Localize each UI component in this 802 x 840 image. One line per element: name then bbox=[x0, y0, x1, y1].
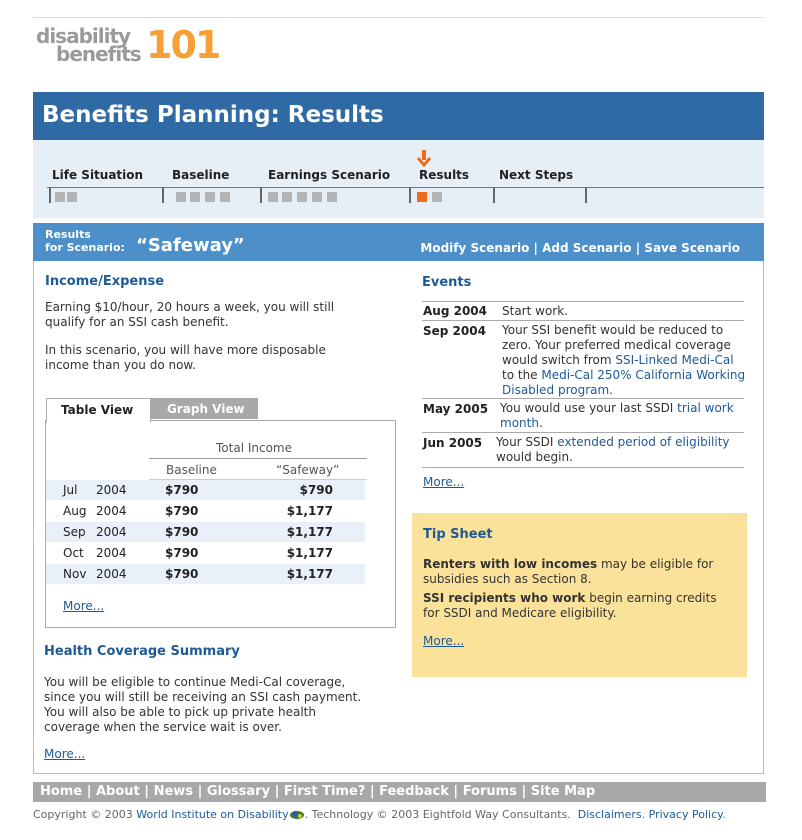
site-logo[interactable] bbox=[36, 23, 220, 70]
privacy-policy-link[interactable]: Privacy Policy bbox=[648, 808, 723, 821]
technology-text: . Technology © 2003 Eightfold Way Consultants. bbox=[304, 808, 571, 821]
footer-link-forums[interactable]: Forums bbox=[462, 784, 517, 799]
add-scenario-link[interactable]: Add Scenario bbox=[542, 241, 632, 255]
table-row bbox=[46, 480, 365, 500]
copyright: Copyright © 2003 World Institute on Disability . Technology © 2003 Eightfold Way Consultants. Disclaimers. Privacy Policy. bbox=[33, 808, 726, 821]
events-divider bbox=[422, 432, 744, 433]
row-year: 2004 bbox=[96, 567, 127, 581]
table-row bbox=[46, 501, 365, 521]
step-earnings-scenario[interactable]: Earnings Scenario bbox=[268, 168, 391, 182]
row-month: Nov bbox=[63, 567, 87, 581]
medi-cal-250-link[interactable]: Medi-Cal 250% California Working Disabled program bbox=[502, 368, 746, 397]
progress-square bbox=[327, 192, 337, 202]
step-divider bbox=[409, 187, 411, 203]
scenario-actions: Modify Scenario | Add Scenario | Save Scenario bbox=[420, 241, 740, 255]
row-month: Oct bbox=[63, 546, 84, 560]
steps-baseline bbox=[47, 187, 764, 188]
step-next-steps[interactable]: Next Steps bbox=[499, 168, 574, 182]
current-step-arrow-icon bbox=[417, 150, 431, 168]
row-year: 2004 bbox=[96, 525, 127, 539]
table-header-total-income: Total Income bbox=[216, 441, 292, 455]
modify-scenario-link[interactable]: Modify Scenario bbox=[420, 241, 530, 255]
tab-table-view[interactable] bbox=[46, 398, 151, 423]
row-scenario-value: $1,177 bbox=[286, 525, 333, 539]
row-baseline-value: $790 bbox=[165, 546, 199, 560]
row-month: Sep bbox=[63, 525, 86, 539]
event-text-part: You would use your last SSDI bbox=[500, 401, 678, 415]
events-divider bbox=[422, 320, 744, 321]
tip-item-2-bold: SSI recipients who work bbox=[423, 591, 586, 605]
tip-item-1-bold: Renters with low incomes bbox=[423, 557, 598, 571]
step-divider bbox=[49, 187, 51, 203]
logo-word-disability: disability bbox=[36, 24, 131, 48]
events-divider bbox=[422, 467, 744, 468]
tip-more-link[interactable]: More... bbox=[423, 634, 465, 648]
event-text: Start work. bbox=[502, 304, 568, 318]
row-baseline-value: $790 bbox=[165, 483, 199, 497]
footer-link-about[interactable]: About bbox=[96, 784, 140, 799]
step-life-situation[interactable]: Life Situation bbox=[52, 168, 144, 182]
row-baseline-value: $790 bbox=[165, 525, 199, 539]
event-text bbox=[500, 401, 744, 431]
event-text-part: would begin. bbox=[496, 450, 573, 464]
event-date: May 2005 bbox=[423, 402, 489, 416]
event-text-part: to the bbox=[502, 368, 542, 382]
event-date: Jun 2005 bbox=[423, 436, 483, 450]
event-text-part: Your SSDI bbox=[496, 435, 558, 449]
row-scenario-value: $790 bbox=[299, 483, 333, 497]
row-scenario-value: $1,177 bbox=[286, 546, 333, 560]
footer-link-feedback[interactable]: Feedback bbox=[379, 784, 449, 799]
footer-nav: Home | About | News | Glossary | First Time? | Feedback | Forums | Site Map bbox=[40, 784, 596, 799]
disclaimers-link[interactable]: Disclaimers bbox=[577, 808, 642, 821]
step-divider bbox=[162, 187, 164, 203]
tip-item-1 bbox=[423, 557, 735, 587]
events-more-link[interactable]: More... bbox=[423, 475, 465, 489]
event-text-part: Your SSI benefit would be reduced to zero. Your preferred medical coverage would switch from bbox=[502, 323, 731, 367]
ssi-linked-medical-link[interactable]: SSI-Linked Medi-Cal bbox=[615, 353, 734, 367]
progress-square bbox=[67, 192, 77, 202]
event-text bbox=[496, 435, 746, 465]
wid-globe-icon bbox=[289, 810, 305, 820]
row-baseline-value: $790 bbox=[165, 504, 199, 518]
progress-square-active bbox=[417, 192, 427, 202]
tip-item-1-text: may be eligible for subsidies such as Section 8. bbox=[423, 557, 714, 586]
row-scenario-value: $1,177 bbox=[286, 567, 333, 581]
scenario-name: “Safeway” bbox=[136, 235, 245, 256]
progress-square bbox=[312, 192, 322, 202]
tip-item-2 bbox=[423, 591, 735, 621]
table-row bbox=[46, 564, 365, 584]
tip-item-2-text: begin earning credits for SSDI and Medicare eligibility. bbox=[423, 591, 717, 620]
tab-graph-view[interactable] bbox=[151, 398, 258, 419]
income-more-link[interactable]: More... bbox=[63, 599, 105, 613]
step-divider bbox=[493, 187, 495, 203]
logo-word-benefits: benefits bbox=[56, 42, 141, 66]
table-header-rule bbox=[149, 458, 367, 459]
income-heading: Income/Expense bbox=[45, 274, 165, 289]
row-year: 2004 bbox=[96, 504, 127, 518]
wid-link[interactable]: World Institute on Disability bbox=[136, 808, 289, 821]
table-row bbox=[46, 522, 365, 542]
progress-square bbox=[55, 192, 65, 202]
tab-graph-view-label: Graph View bbox=[167, 402, 245, 416]
event-date: Sep 2004 bbox=[423, 324, 486, 338]
step-baseline[interactable]: Baseline bbox=[172, 168, 230, 182]
copyright-text: Copyright © 2003 bbox=[33, 808, 137, 821]
event-text-part: . bbox=[538, 416, 543, 430]
events-divider bbox=[422, 398, 744, 399]
tip-sheet bbox=[412, 513, 747, 677]
row-year: 2004 bbox=[96, 546, 127, 560]
trial-work-month-link[interactable]: trial work month bbox=[500, 401, 734, 430]
progress-square bbox=[432, 192, 442, 202]
progress-square bbox=[220, 192, 230, 202]
footer-link-glossary[interactable]: Glossary bbox=[206, 784, 271, 799]
page-title-bar bbox=[33, 92, 764, 140]
save-scenario-link[interactable]: Save Scenario bbox=[644, 241, 740, 255]
row-baseline-value: $790 bbox=[165, 567, 199, 581]
step-divider bbox=[260, 187, 262, 203]
tab-table-view-label: Table View bbox=[61, 403, 134, 417]
logo-number: 101 bbox=[146, 23, 220, 67]
events-divider bbox=[422, 301, 744, 302]
scenario-label bbox=[45, 228, 125, 254]
col-scenario: “Safeway” bbox=[276, 463, 340, 477]
progress-square bbox=[282, 192, 292, 202]
income-para-2: In this scenario, you will have more disposable income than you do now. bbox=[45, 343, 326, 372]
row-scenario-value: $1,177 bbox=[286, 504, 333, 518]
row-month: Jul bbox=[63, 483, 78, 497]
progress-square bbox=[190, 192, 200, 202]
progress-square bbox=[297, 192, 307, 202]
health-more-link[interactable]: More... bbox=[44, 747, 86, 761]
tip-heading: Tip Sheet bbox=[423, 527, 493, 542]
row-month: Aug bbox=[63, 504, 87, 518]
event-date: Aug 2004 bbox=[423, 304, 487, 318]
col-baseline: Baseline bbox=[166, 463, 217, 477]
scenario-header bbox=[33, 223, 764, 261]
footer-nav-bar bbox=[33, 782, 766, 802]
footer-link-news[interactable]: News bbox=[153, 784, 194, 799]
events-heading: Events bbox=[422, 275, 472, 290]
income-para-1: Earning $10/hour, 20 hours a week, you will still qualify for an SSI cash benefit. bbox=[45, 300, 335, 329]
footer-link-first-time[interactable]: First Time? bbox=[283, 784, 366, 799]
row-year: 2004 bbox=[96, 483, 127, 497]
step-divider bbox=[585, 187, 587, 203]
page-title: Benefits Planning: Results bbox=[42, 102, 384, 128]
table-row bbox=[46, 543, 365, 563]
footer-link-site-map[interactable]: Site Map bbox=[530, 784, 596, 799]
extended-eligibility-link[interactable]: extended period of eligibility bbox=[557, 435, 730, 449]
health-text: You will be eligible to continue Medi-Cal coverage, since you will still be receiving an SSI cash payment. You will also be able to pick up private health coverage when the service wait is over. bbox=[44, 675, 362, 734]
footer-link-home[interactable]: Home bbox=[40, 784, 83, 799]
progress-steps bbox=[33, 140, 764, 218]
event-text bbox=[502, 323, 746, 398]
progress-square bbox=[268, 192, 278, 202]
progress-square bbox=[205, 192, 215, 202]
for-scenario-label: for Scenario: bbox=[45, 241, 125, 254]
progress-square bbox=[176, 192, 186, 202]
event-text-part: . bbox=[609, 383, 613, 397]
top-divider bbox=[33, 17, 764, 18]
step-results[interactable]: Results bbox=[419, 168, 470, 182]
health-heading: Health Coverage Summary bbox=[44, 644, 240, 659]
results-label: Results bbox=[45, 228, 91, 241]
